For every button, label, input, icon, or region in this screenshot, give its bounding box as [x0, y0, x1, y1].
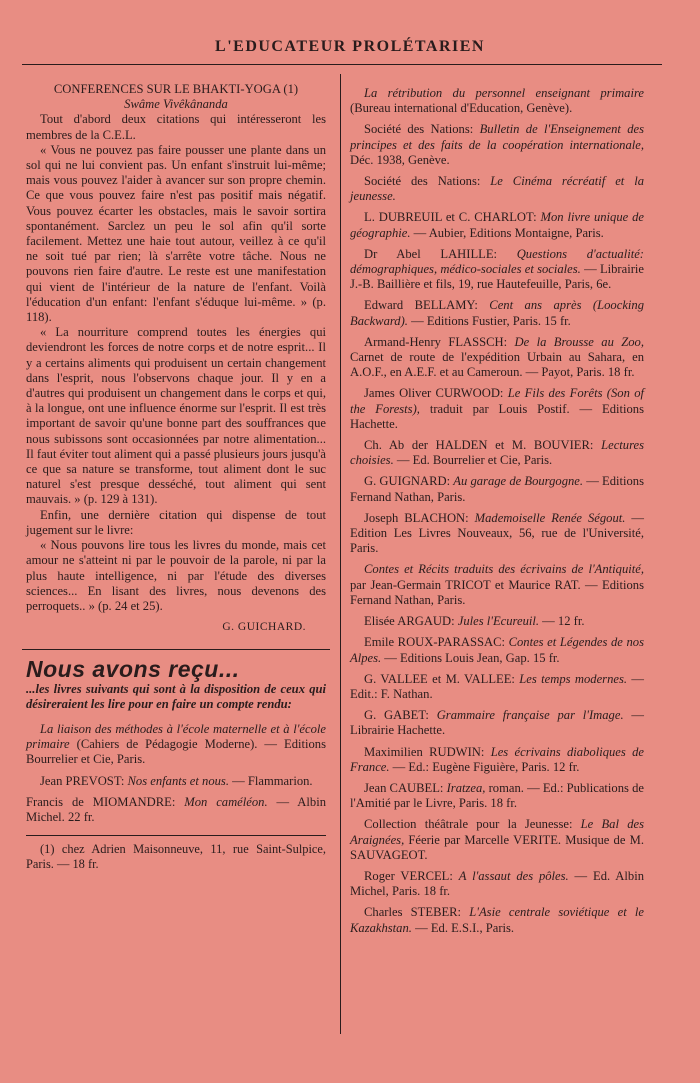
book-author: Armand-Henry FLASSCH: [364, 334, 515, 349]
book-publisher: — Flammarion. [228, 773, 313, 788]
book-publisher: — Edition Les Livres Nouveaux, 56, rue de l'Université, Paris. [350, 510, 644, 556]
book-publisher: — Librairie J.-B. Baillière et fils, 19, rue Hautefeuille, Paris, 6e. [350, 262, 644, 292]
book-author: L. DUBREUIL et C. CHARLOT: [364, 210, 541, 225]
book-title: Le Bal des Araignées, [350, 817, 644, 847]
book-title: De la Brousse au Zoo, [514, 334, 644, 349]
book-entry [350, 672, 644, 702]
book-author: Elisée ARGAUD: [364, 614, 458, 629]
book-author: Maximilien RUDWIN: [364, 744, 491, 759]
book-title: Contes et Légendes de nos Alpes. [350, 635, 644, 665]
book-title: Lectures choisies. [350, 438, 644, 468]
running-head: L'EDUCATEUR PROLÉTARIEN [215, 38, 485, 55]
book-title: La liaison des méthodes à l'école maternelle et à l'école primaire [26, 721, 326, 752]
book-entry [350, 335, 644, 381]
book-author: Collection théâtrale pour la Jeunesse: [364, 817, 581, 832]
book-entry [350, 210, 644, 240]
book-title: Cent ans après (Loocking Backward). [350, 298, 644, 328]
book-title: Grammaire française par l'Image. [436, 708, 624, 723]
book-author: Dr Abel LAHILLE: [364, 246, 517, 261]
article-paragraph: « Vous ne pouvez pas faire pousser une plante dans un sol qui ne lui convient pas. Un enfant s'instruit lui-même; mais vous pouvez l'aider à avancer sur son propre chemin. Ce que vous pouvez faire n'est pas positif mais négatif. Vous pouvez écarter les obstacles, mais le savoir sortira spontanément. Sarclez un peu le sol afin qu'il sorte facilement. Mettez une haie tout autour, veillez à ce qu'il ne soit tué par rien; là s'arrête votre tâche. Nous ne pouvons rien faire d'autre. Le reste est une manifestation qui vient de l'intérieur de la nature de l'enfant. Voilà l'éducation d'un enfant: l'enfant s'éduque lui-même. » (p. 118). [26, 142, 326, 325]
received-intro: ...les livres suivants qui sont à la disposition de ceux qui désireraient les lire pour en faire un compte rendu: [26, 681, 326, 711]
book-entry [26, 795, 326, 825]
book-entry [350, 635, 644, 665]
book-publisher: — Ed. Bourrelier et Cie, Paris. [393, 453, 553, 468]
header-rule [22, 64, 662, 65]
book-publisher: — Ed. Albin Michel, Paris. 18 fr. [350, 868, 644, 899]
book-author: Charles STEBER: [364, 905, 470, 920]
book-title: Mon caméléon. [184, 794, 268, 809]
book-publisher: — Aubier, Editions Montaigne, Paris. [410, 225, 604, 240]
article-title: CONFERENCES SUR LE BHAKTI-YOGA (1) [53, 82, 299, 96]
book-entry [350, 745, 644, 775]
book-entry [350, 708, 644, 738]
book-author: James Oliver CURWOOD: [364, 386, 508, 401]
book-entry [350, 614, 644, 629]
book-entry [350, 86, 644, 116]
footnote-rule [26, 835, 326, 836]
book-publisher: — Ed. E.S.I., Paris. [411, 920, 515, 935]
book-title: Questions d'actualité: démographiques, médico-sociales et sociales. [350, 246, 644, 277]
book-entry [350, 817, 644, 863]
book-publisher: — Editions Fernand Nathan, Paris. [350, 474, 644, 504]
book-entry [26, 722, 326, 768]
book-title: A l'assaut des pôles. [458, 868, 569, 883]
book-publisher: — Albin Michel. 22 fr. [26, 794, 326, 824]
book-publisher: par Jean-Germain TRICOT et Maurice RAT. — Editions Fernand Nathan, Paris. [350, 577, 644, 607]
book-title: Nos enfants et nous. [127, 773, 229, 788]
book-publisher: — 12 fr. [539, 614, 585, 629]
book-author: Emile ROUX-PARASSAC: [364, 635, 509, 650]
book-title: Bulletin de l'Enseignement des principes et des faits de la coopération internationale, [350, 122, 644, 152]
book-author: G. GUIGNARD: [364, 474, 454, 489]
book-entry [350, 122, 644, 168]
book-author: Jean PREVOST: [40, 773, 128, 788]
book-entry [350, 474, 644, 504]
book-publisher: Carnet de route de l'expédition Urbain au Sahara, en A.O.F., en A.E.F. et au Cameroun. — Payot, Paris. 18 fr. [350, 350, 644, 380]
book-entry [350, 298, 644, 328]
book-entry [350, 438, 644, 468]
book-title: L'Asie centrale soviétique et le Kazakhstan. [350, 905, 644, 935]
article-paragraph: « La nourriture comprend toutes les énergies qui deviendront les forces de notre corps et de notre esprit... Il y a certains aliments qui produisent un certain changement dans l'esprit, nous l'observons chaque jour. Il y en a d'autres qui produisent un changement dans le corps et qui, à la longue, ont une influence énorme sur l'esprit. Il est très important de savoir qu'une bonne part des souffrances que nous subissons sont occasionnées par notre alimentation... Il faut éviter tout aliment qui a passé plusieurs jours jusqu'à ce que sa nature se transforme, tout aliment dont le suc naturel s'est presque desséché, tout aliment qui sent mauvais. » (p. 129 à 131). [26, 325, 326, 507]
book-title: Au garage de Bourgogne. [453, 474, 584, 489]
book-title: Les écrivains diaboliques de France. [350, 744, 644, 774]
book-author: Société des Nations: [364, 122, 480, 137]
book-author: Joseph BLACHON: [364, 510, 475, 525]
book-publisher: — Editions Louis Jean, Gap. 15 fr. [381, 650, 560, 665]
book-title: Jules l'Ecureuil. [457, 614, 540, 629]
book-publisher: traduit par Louis Postif. — Editions Hachette. [350, 401, 644, 431]
book-title: Le Cinéma récréatif et la jeunesse. [350, 174, 644, 204]
article-signature: G. GUICHARD. [222, 621, 306, 634]
book-author: Jean CAUBEL: [364, 780, 447, 795]
book-entry [350, 247, 644, 293]
book-author: Société des Nations: [364, 174, 491, 189]
book-publisher: — Editions Fustier, Paris. 15 fr. [407, 313, 571, 328]
book-title: La rétribution du personnel enseignant primaire [364, 86, 644, 100]
footnote: (1) chez Adrien Maisonneuve, 11, rue Saint-Sulpice, Paris. — 18 fr. [26, 842, 326, 872]
book-author: G. GABET: [364, 708, 437, 723]
book-publisher: (Bureau international d'Education, Genève). [350, 101, 573, 116]
article-paragraph: Enfin, une dernière citation qui dispense de tout jugement sur le livre: [26, 507, 326, 537]
book-author: G. VALLEE et M. VALLEE: [364, 671, 520, 686]
book-author: Roger VERCEL: [364, 868, 459, 883]
book-title: Les temps modernes. [519, 671, 628, 686]
book-entry [350, 781, 644, 811]
book-title: Iratzea, [446, 780, 486, 795]
book-title: Mademoiselle Renée Ségout. [474, 510, 626, 525]
article-author: Swâme Vivêkânanda [124, 97, 228, 112]
book-entry [350, 386, 644, 432]
article-paragraph: « Nous pouvons lire tous les livres du monde, mais cet amour ne s'atteint ni par le pouvoir de la parole, ni par la plus haute intelligence, ni par l'étude des diverses sciences... En lisant des livres, nous devenons des perroquets.. » (p. 24 et 25). [26, 538, 326, 613]
book-entry [350, 174, 644, 204]
article-paragraph: Tout d'abord deux citations qui intéresseront les membres de la C.E.L. [26, 112, 326, 142]
book-entry [350, 511, 644, 557]
book-publisher: — Librairie Hachette. [350, 708, 644, 738]
book-title: Contes et Récits traduits des écrivains de l'Antiquité, [364, 562, 644, 577]
book-entry [350, 562, 644, 608]
book-publisher: — Edit.: F. Nathan. [350, 671, 644, 701]
book-entry [350, 869, 644, 899]
book-publisher: Féerie par Marcelle VERITE. Musique de M. SAUVAGEOT. [350, 832, 644, 862]
book-entry [26, 774, 326, 789]
book-publisher: Déc. 1938, Genève. [350, 152, 450, 167]
received-heading: Nous avons reçu... [26, 656, 240, 683]
column-divider [340, 74, 341, 1034]
section-separator [22, 649, 330, 650]
book-author: Ch. Ab der HALDEN et M. BOUVIER: [364, 438, 602, 453]
book-publisher: — Ed.: Eugène Figuière, Paris. 12 fr. [389, 759, 580, 774]
left-column [26, 82, 326, 873]
book-title: Mon livre unique de géographie. [350, 210, 644, 240]
right-column [350, 86, 644, 942]
book-author: Francis de MIOMANDRE: [26, 794, 185, 809]
book-publisher: (Cahiers de Pédagogie Moderne). — Editions Bourrelier et Cie, Paris. [26, 737, 326, 767]
book-author: Edward BELLAMY: [364, 298, 490, 313]
book-publisher: roman. — Ed.: Publications de l'Amitié par le Livre, Paris. 18 fr. [350, 780, 644, 811]
book-title: Le Fils des Forêts (Son of the Forests), [350, 386, 644, 416]
book-entry [350, 905, 644, 935]
